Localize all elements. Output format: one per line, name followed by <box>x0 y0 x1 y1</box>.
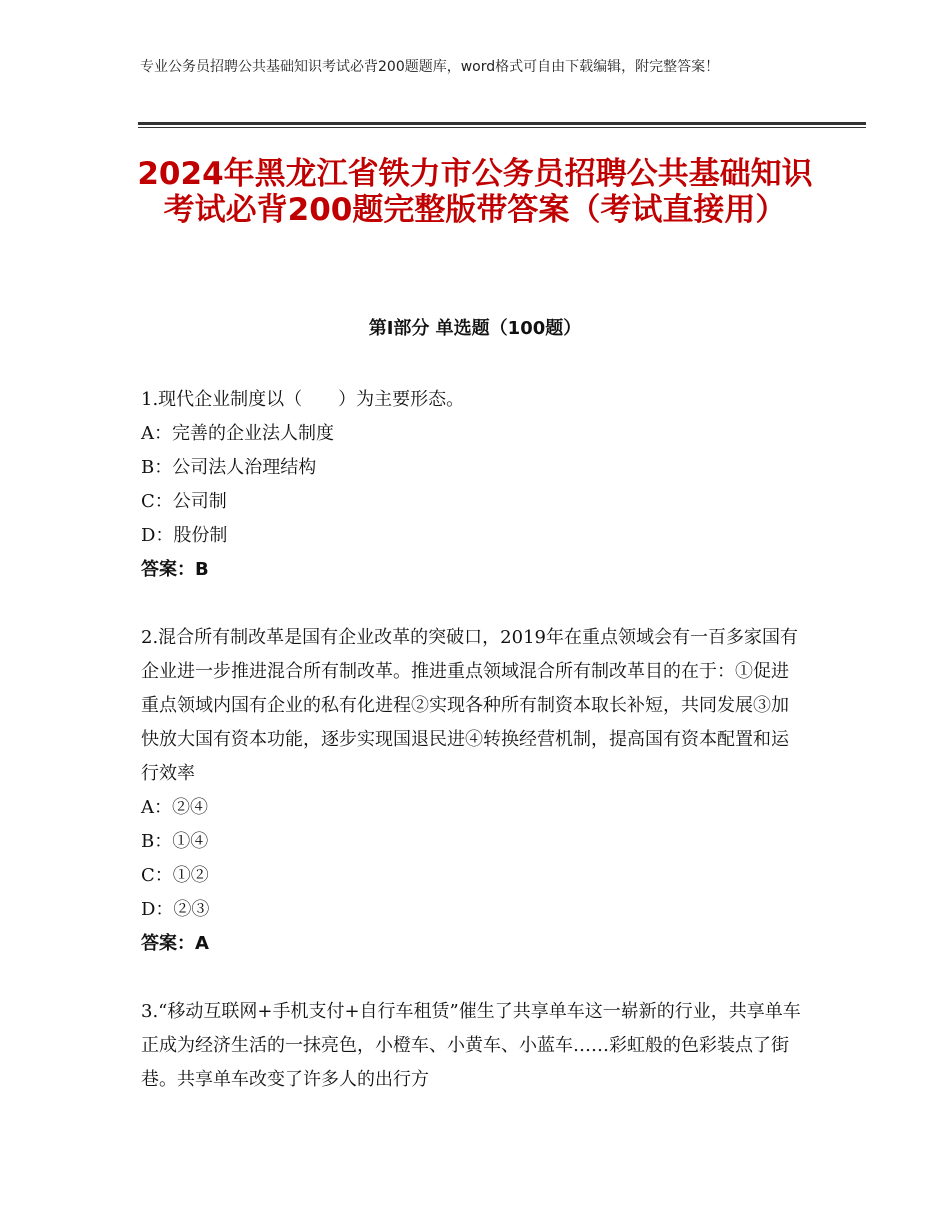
option-b: B：公司法人治理结构 <box>141 457 317 478</box>
option-d: D：股份制 <box>141 525 228 546</box>
question-stem: 1.现代企业制度以（ ）为主要形态。 <box>141 389 465 410</box>
question-3 <box>141 995 806 1097</box>
answer-line: 答案：A <box>141 933 209 954</box>
option-c: C：①② <box>141 865 209 886</box>
question-list <box>141 383 806 1097</box>
section-title: 第Ⅰ部分 单选题（100题） <box>368 318 582 339</box>
question-gap <box>141 961 806 995</box>
option-c: C：公司制 <box>141 491 227 512</box>
header-rule-thin <box>138 127 866 128</box>
header-rule-thick <box>138 122 866 125</box>
answer-line: 答案：B <box>141 559 209 580</box>
header-note: 专业公务员招聘公共基础知识考试必背200题题库，word格式可自由下载编辑，附完整答案！ <box>140 59 720 75</box>
option-a: A：②④ <box>141 797 208 818</box>
option-d: D：②③ <box>141 899 210 920</box>
question-stem: 2.混合所有制改革是国有企业改革的突破口，2019年在重点领域会有一百多家国有企业进一步推进混合所有制改革。推进重点领域混合所有制改革目的在于：①促进重点领域内国有企业的私有化进程②实现各种所有制资本取长补短，共同发展③加快放大国有资本功能，逐步实现国退民进④转换经营机制，提高国有资本配置和运行效率 <box>141 627 798 784</box>
option-b: B：①④ <box>141 831 209 852</box>
document-title: 2024年黑龙江省铁力市公务员招聘公共基础知识考试必背200题完整版带答案（考试直接用） <box>137 156 813 228</box>
question-gap <box>141 587 806 621</box>
option-a: A：完善的企业法人制度 <box>141 423 334 444</box>
question-stem: 3.“移动互联网+手机支付+自行车租赁”催生了共享单车这一崭新的行业，共享单车正成为经济生活的一抹亮色，小橙车、小黄车、小蓝车……彩虹般的色彩装点了街巷。共享单车改变了许多人的出行方 <box>141 1001 801 1090</box>
question-2 <box>141 621 806 961</box>
question-1 <box>141 383 806 587</box>
